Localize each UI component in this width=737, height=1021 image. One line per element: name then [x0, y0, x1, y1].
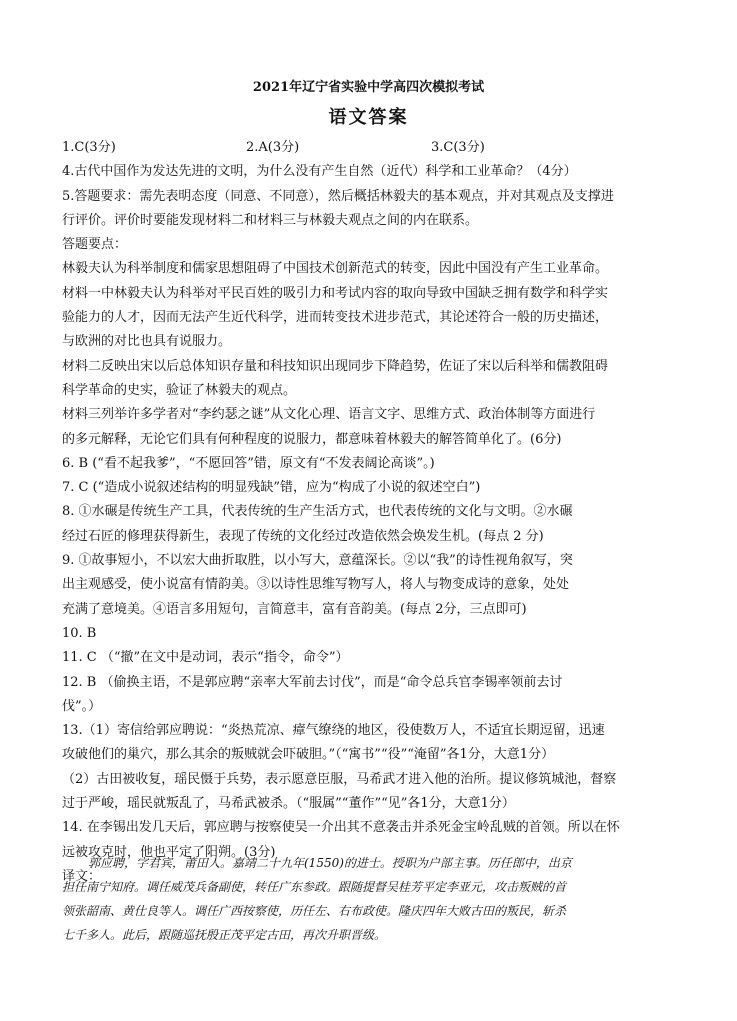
answer-line: 13.（1）寄信给郭应聘说：“炎热荒凉、瘴气缭绕的地区，役使数万人，不适宜长期逗留，迅速 [62, 723, 605, 739]
answer-heading: 语文答案 [328, 107, 409, 128]
answer-line: 材料二反映出宋以后总体知识存量和科技知识出现同步下降趋势，佐证了宋以后科举和儒教阻碍 [62, 358, 609, 374]
answer-line: 9. ①故事短小，不以宏大曲折取胜，以小写大，意蕴深长。②以“我”的诗性视角叙写，突 [62, 553, 573, 569]
translation-line: 领张韶南、黄仕良等人。调任广西按察使，历任左、右布政使。隆庆四年大败古田的叛民，斩杀 [62, 904, 567, 918]
answer-line: 12. B （偷换主语，不是郭应聘“亲率大军前去讨伐”，而是“命令总兵官李锡率领前去讨 [62, 674, 563, 690]
answer-line: 10. B [62, 625, 97, 641]
multiple-choice-row [62, 136, 688, 160]
answer-3: 3.C(3分) [431, 140, 485, 155]
answer-line: 出主观感受，使小说富有情韵美。③以诗性思维写物写人，将人与物变成诗的意象，处处 [62, 577, 570, 593]
answer-line: 过于严峻，瑶民就叛乱了，马希武被杀。（“服属”“董作”“见”各1分，大意1分） [62, 796, 515, 812]
answer-line: 7. C (“造成小说叙述结构的明显残缺”错，应为“构成了小说的叙述空白”) [62, 480, 481, 496]
answer-line: 验能力的人才，因而无法产生近代科学，进而转变技术进步范式，其论述符合一般的历史描述， [62, 310, 609, 326]
answer-1: 1.C(3分) [62, 140, 116, 155]
answer-line: 充满了意境美。④语言多用短句，言简意丰，富有音韵美。(每点 2分，三点即可) [62, 601, 527, 617]
answer-line: 科学革命的史实，验证了林毅夫的观点。 [62, 382, 297, 398]
translation-lines [62, 851, 688, 947]
answer-line: 14. 在李锡出发几天后，郭应聘与按察使吴一介出其不意袭击并杀死金宝岭乱贼的首领。所以在怀 [62, 820, 620, 836]
answer-line: 伐”。） [62, 698, 102, 714]
translation-line: 担任南宁知府。调任威茂兵备副使，转任广东参政。跟随提督吴桂芳平定李亚元，攻击叛贼的首 [62, 880, 567, 894]
answer-line: 材料一中林毅夫认为科举对平民百姓的吸引力和考试内容的取向导致中国缺乏拥有数学和科学实 [62, 285, 609, 301]
answer-line: 答题要点： [62, 237, 128, 253]
answer-line: 译文： [62, 868, 102, 884]
answer-line: 11. C （“撤”在文中是动词，表示“指令，命令”） [62, 650, 349, 666]
answer-line: 4.古代中国作为发达先进的文明，为什么没有产生自然（近代）科学和工业革命？（4分） [62, 164, 577, 180]
translation-block [62, 851, 688, 947]
answer-line: 6. B (“看不起我爹”，“不愿回答”错，原文有“不发表阔论高谈”。) [62, 455, 435, 471]
answer-line: 林毅夫认为科举制度和儒家思想阻碍了中国技术创新范式的转变，因此中国没有产生工业革命。 [62, 261, 609, 277]
answer-line: 与欧洲的对比也具有说服力。 [62, 334, 232, 350]
answer-line: 的多元解释，无论它们具有何种程度的说服力，都意味着林毅夫的解答简单化了。(6分) [62, 431, 562, 447]
answer-line: 行评价。评价时要能发现材料二和材料三与林毅夫观点之间的内在联系。 [62, 212, 479, 228]
answer-line: 材料三列举许多学者对“李约瑟之谜”从文化心理、语言文字、思维方式、政治体制等方面进行 [62, 407, 596, 423]
answer-line: 远被攻克时，他也平定了阳朔。(3分) [62, 844, 276, 860]
answer-line: 攻破他们的巢穴，那么其余的叛贼就会吓破胆。”（“寓书”“役”“淹留”各1分，大意1分） [62, 747, 555, 763]
exam-title: 2021年辽宁省实验中学高四次模拟考试 [252, 80, 485, 95]
translation-line: 七千多人。此后，跟随巡抚殷正茂平定古田，再次升职晋级。 [62, 928, 387, 942]
answer-line: 8. ①水碾是传统生产工具，代表传统的生产生活方式，也代表传统的文化与文明。②水碾 [62, 504, 573, 520]
answer-lines [62, 160, 688, 889]
answer-line: 经过石匠的修理获得新生，表现了传统的文化经过改造依然会焕发生机。(每点 2 分) [62, 528, 544, 544]
answer-line: （2）古田被收复，瑶民慑于兵势，表示愿意臣服，马希武才进入他的治所。提议修筑城池，督察 [62, 771, 617, 787]
answer-body [62, 136, 688, 889]
answer-line: 5.答题要求：需先表明态度（同意、不同意），然后概括林毅夫的基本观点，并对其观点及支撑进 [62, 188, 614, 204]
translation-line: 郭应聘，字君宾，莆田人。嘉靖二十九年(1550)的进士。授职为户部主事。历任郎中，出京 [88, 856, 572, 870]
answer-2: 2.A(3分) [246, 140, 300, 155]
